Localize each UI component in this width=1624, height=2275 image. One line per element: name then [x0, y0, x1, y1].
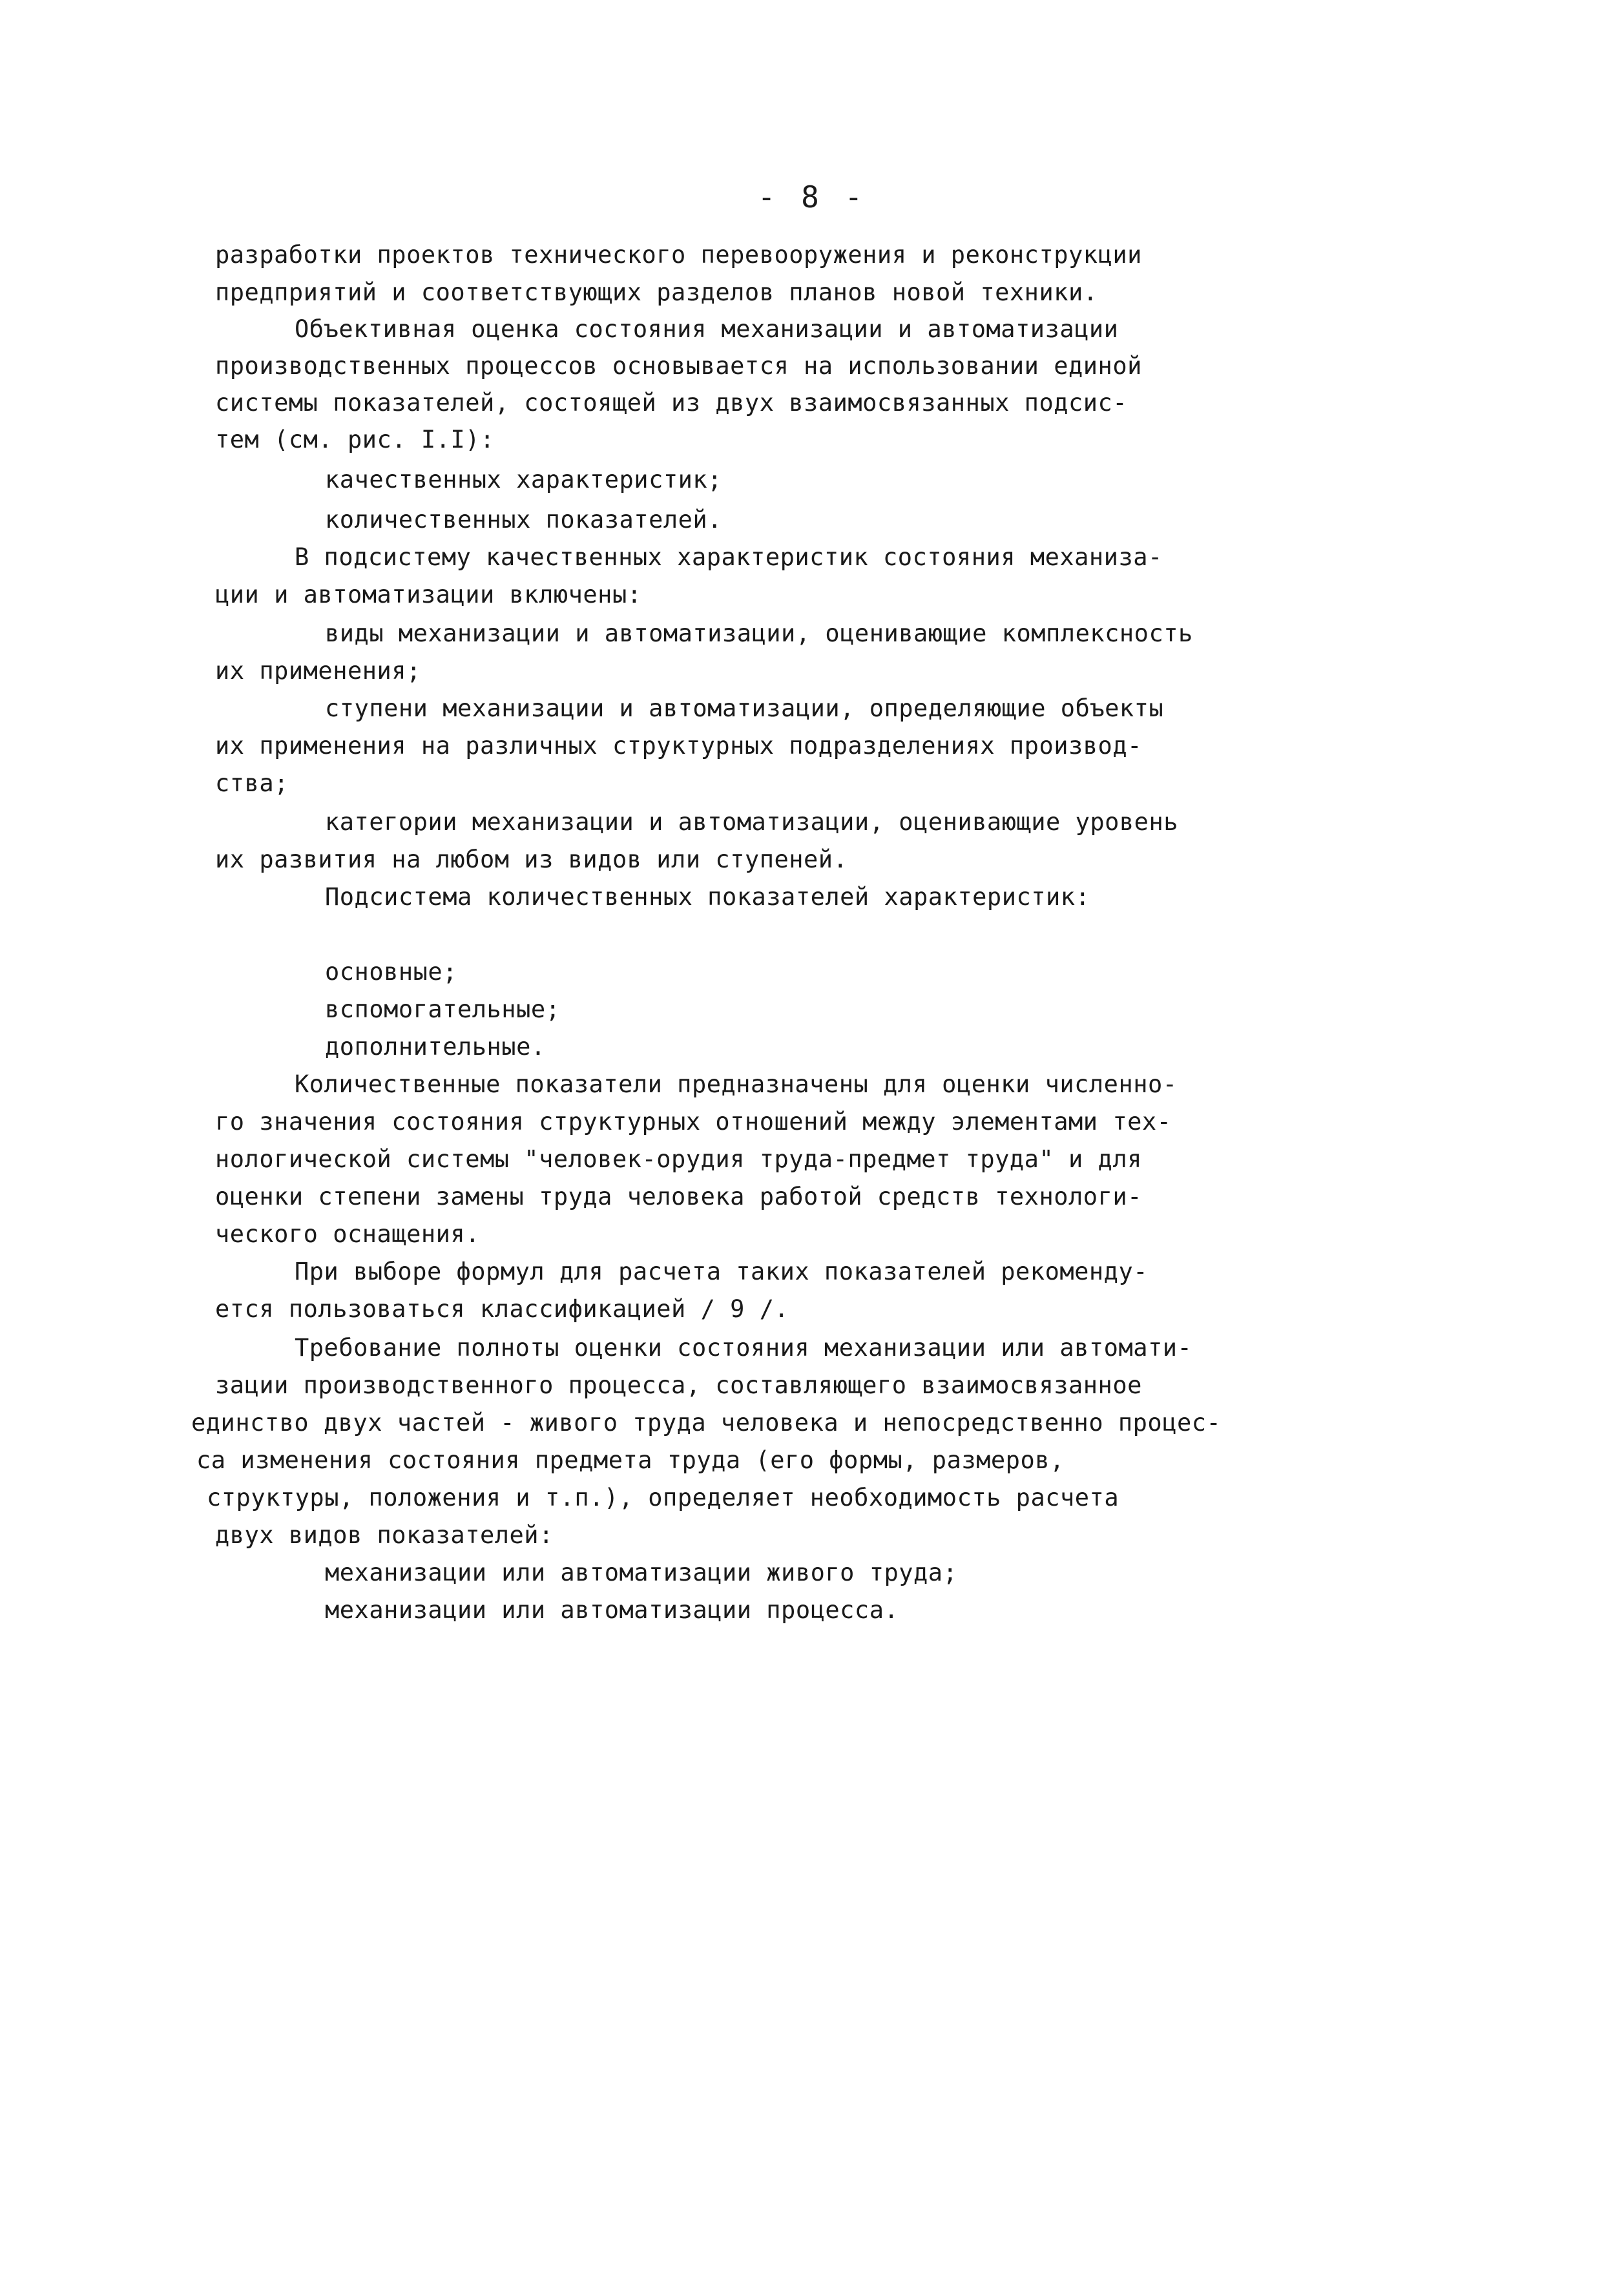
text-line: ства; — [215, 769, 289, 797]
text-line: предприятий и соответствующих разделов планов новой техники. — [215, 278, 1098, 306]
text-line: структуры, положения и т.п.), определяет необходимость расчета — [207, 1484, 1119, 1511]
text-line: дополнительные. — [325, 1033, 546, 1061]
text-line: двух видов показателей: — [215, 1521, 554, 1549]
text-line: системы показателей, состоящей из двух взаимосвязанных подсис- — [215, 389, 1128, 417]
text-line: механизации или автоматизации процесса. — [325, 1596, 899, 1624]
text-line: их применения; — [215, 657, 421, 685]
text-line: механизации или автоматизации живого труда; — [325, 1559, 958, 1586]
text-line: ется пользоваться классификацией / 9 /. — [215, 1295, 789, 1323]
text-line: их развития на любом из видов или ступеней. — [215, 846, 848, 873]
text-line: нологической системы "человек-орудия труда-предмет труда" и для — [215, 1145, 1142, 1173]
text-line: оценки степени замены труда человека работой средств технологи- — [215, 1183, 1142, 1210]
text-line: Подсистема количественных показателей характеристик: — [325, 883, 1090, 911]
text-line: са изменения состояния предмета труда (его формы, размеров, — [196, 1446, 1065, 1474]
text-line: их применения на различных структурных подразделениях производ- — [215, 732, 1142, 760]
page-number: - 8 - — [757, 180, 867, 214]
text-line: Количественные показатели предназначены для оценки численно- — [295, 1070, 1178, 1098]
text-line: Требование полноты оценки состояния механизации или автомати- — [295, 1334, 1192, 1362]
text-line: основные; — [325, 958, 457, 986]
text-line: ступени механизации и автоматизации, определяющие объекты — [325, 694, 1164, 722]
text-line: качественных характеристик; — [325, 466, 722, 493]
text-line: разработки проектов технического перевооружения и реконструкции — [215, 241, 1142, 269]
text-line: го значения состояния структурных отношений между элементами тех- — [215, 1108, 1172, 1136]
text-line: При выборе формул для расчета таких показателей рекоменду- — [295, 1258, 1149, 1285]
text-line: единство двух частей - живого труда человека и непосредственно процес- — [191, 1409, 1222, 1437]
text-line: зации производственного процесса, составляющего взаимосвязанное — [215, 1371, 1142, 1399]
text-line: тем (см. рис. I.I): — [215, 426, 495, 453]
text-line: В подсистему качественных характеристик состояния механиза- — [295, 543, 1163, 571]
text-line: виды механизации и автоматизации, оценивающие комплексность — [325, 619, 1193, 647]
text-line: производственных процессов основывается на использовании единой — [215, 352, 1142, 380]
text-line: ческого оснащения. — [215, 1220, 480, 1248]
text-line: ции и автоматизации включены: — [215, 581, 642, 608]
text-line: Объективная оценка состояния механизации и автоматизации — [295, 315, 1119, 343]
text-line: категории механизации и автоматизации, оценивающие уровень — [325, 808, 1179, 836]
text-line: количественных показателей. — [325, 506, 722, 534]
text-line: вспомогательные; — [325, 995, 561, 1023]
